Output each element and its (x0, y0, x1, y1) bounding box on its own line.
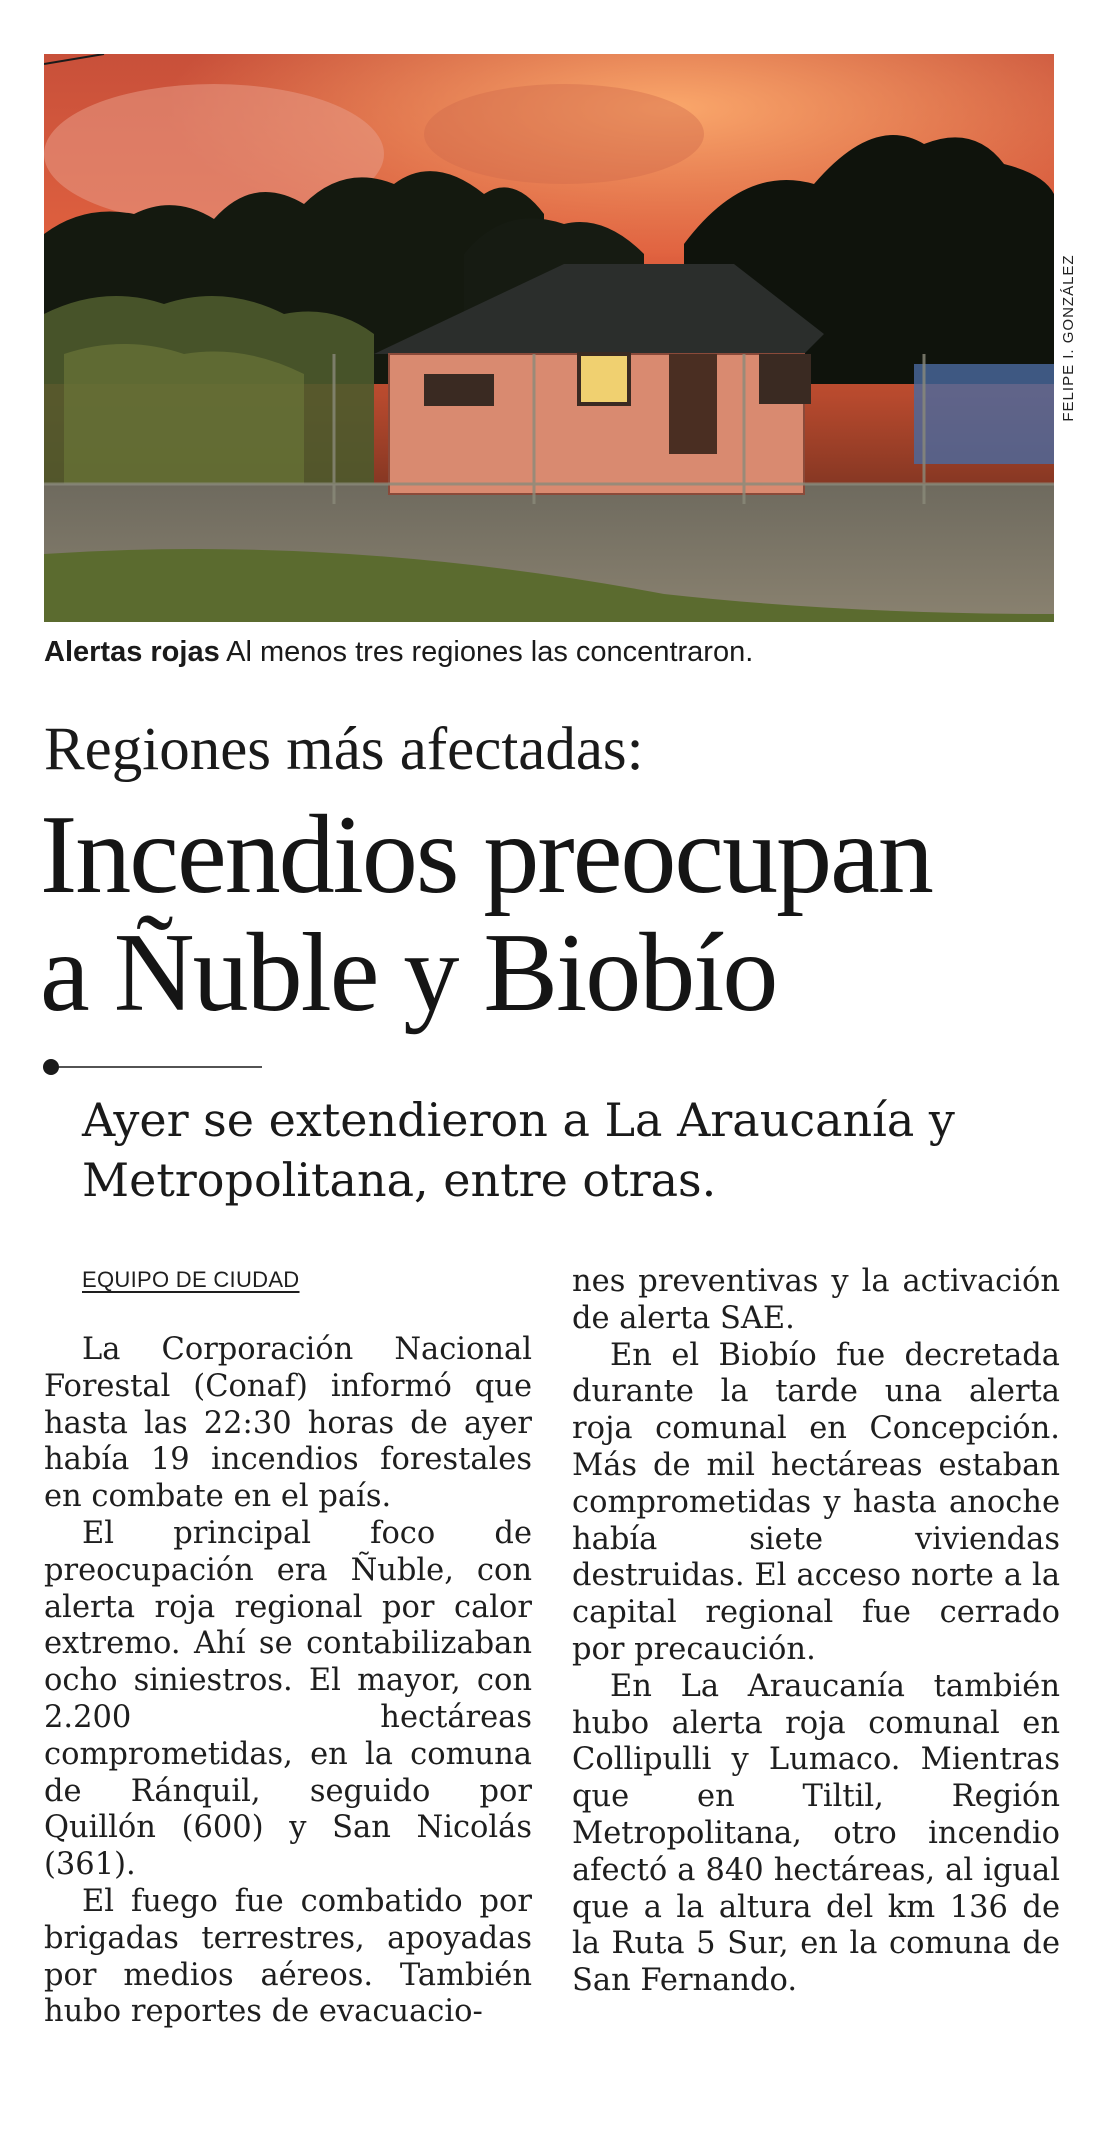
headline (40, 793, 1070, 1035)
headline-line-2: a Ñuble y Biobío (40, 911, 777, 1035)
caption-text: Al menos tres regiones las concentraron. (219, 636, 754, 668)
headline-line-1: Incendios preocupan (40, 793, 932, 917)
photo-caption (44, 632, 1054, 672)
paragraph: El fuego fue combatido por brigadas terrestres, apoyadas por medios aéreos. También hubo reportes de evacuacio- (44, 1883, 532, 2030)
paragraph: La Corporación Nacional Forestal (Conaf) informó que hasta las 22:30 horas de ayer había 19 incendios forestales en combate en el país. (44, 1332, 532, 1515)
column-right (572, 1264, 1060, 2000)
fire-house-photo (44, 54, 1054, 622)
paragraph: El principal foco de preocupación era Ñuble, con alerta roja regional por calor extremo. Ahí se contabilizaban ocho siniestros. El mayor, con 2.200 hectáreas comprometidas, en la comuna de Ránquil, seguido por Quillón (600) y San Nicolás (361). (44, 1515, 532, 1883)
paragraph: En el Biobío fue decretada durante la tarde una alerta roja comunal en Concepción. Más de mil hectáreas estaban comprometidas y hasta anoche había siete viviendas destruidas. El acceso norte a la capital regional fue cerrado por precaución. (572, 1337, 1060, 1667)
paragraph-continued: nes preventivas y la activación de alerta SAE. (572, 1264, 1060, 1336)
bullet-dot-icon (43, 1059, 59, 1075)
decorative-rule (42, 1058, 262, 1076)
paragraph: En La Araucanía también hubo alerta roja comunal en Collipulli y Lumaco. Mientras que en Tiltil, Región Metropolitana, otro incendio afectó a 840 hectáreas, al igual que a la altura del km 136 de la Ruta 5 Sur, en la comuna de San Fernando. (572, 1668, 1060, 1999)
news-photo (44, 54, 1054, 622)
kicker: Regiones más afectadas: (44, 716, 644, 783)
caption-bold: Alertas rojas (44, 636, 220, 668)
photo-credit: FELIPE I. GONZÁLEZ (1060, 254, 1077, 422)
column-left (44, 1262, 532, 2031)
dek: Ayer se extendieron a La Araucanía y Metropolitana, entre otras. (82, 1093, 955, 1207)
byline: EQUIPO DE CIUDAD (82, 1267, 300, 1292)
